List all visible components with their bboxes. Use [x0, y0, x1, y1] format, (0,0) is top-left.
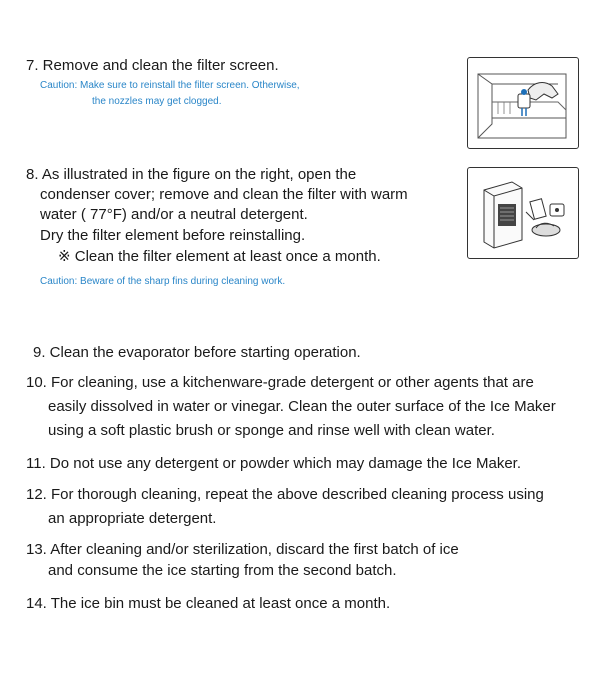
step12-line1: 12. For thorough cleaning, repeat the above described cleaning process using: [26, 486, 544, 503]
filter-screen-illustration: [468, 58, 578, 148]
step8-line1: 8. As illustrated in the figure on the right, open the: [26, 166, 357, 183]
step9-line1: 9. Clean the evaporator before starting operation.: [33, 344, 361, 361]
step14-line1: 14. The ice bin must be cleaned at least once a month.: [26, 595, 391, 612]
step8-line4: Dry the filter element before reinstalling.: [40, 227, 306, 244]
step8-line5: ※ Clean the filter element at least once a month.: [58, 248, 381, 265]
step11-line1: 11. Do not use any detergent or powder which may damage the Ice Maker.: [26, 455, 521, 472]
step7-title: 7. Remove and clean the filter screen.: [26, 57, 279, 74]
step10-line1: 10. For cleaning, use a kitchenware-grade detergent or other agents that are: [26, 374, 534, 391]
filter-screen-figure: [467, 57, 579, 149]
step12-line2: an appropriate detergent.: [48, 510, 217, 527]
step7-caution-line1: Caution: Make sure to reinstall the filter screen. Otherwise,: [40, 80, 300, 91]
step13-line2: and consume the ice starting from the second batch.: [48, 562, 397, 579]
step8-line3: water ( 77°F) and/or a neutral detergent.: [40, 206, 308, 223]
step10-line2: easily dissolved in water or vinegar. Clean the outer surface of the Ice Maker: [48, 398, 556, 415]
step8-line2: condenser cover; remove and clean the filter with warm: [40, 186, 408, 203]
step13-line1: 13. After cleaning and/or sterilization, discard the first batch of ice: [26, 541, 459, 558]
step8-caution: Caution: Beware of the sharp fins during cleaning work.: [40, 276, 286, 287]
step7-caution-line2: the nozzles may get clogged.: [92, 96, 222, 107]
condenser-filter-figure: [467, 167, 579, 259]
condenser-filter-illustration: [468, 168, 578, 258]
step10-line3: using a soft plastic brush or sponge and rinse well with clean water.: [48, 422, 495, 439]
